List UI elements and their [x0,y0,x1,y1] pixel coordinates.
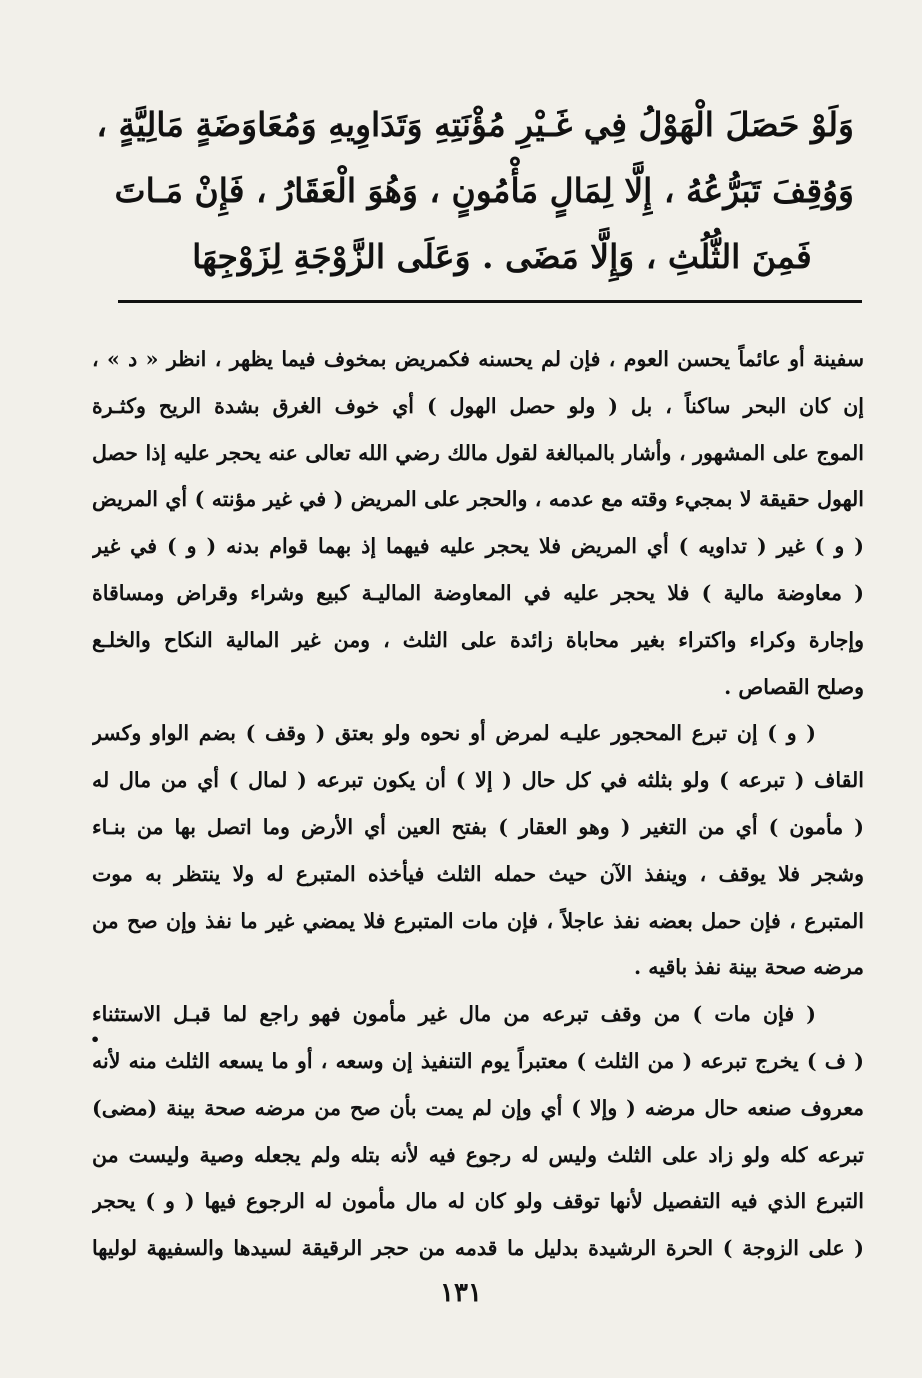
page-number: ١٣١ [440,1278,482,1308]
commentary-line: تبرعه كله ولو زاد على الثلث وليس له رجوع فيه لأنه بتله ولم يجعله وصية وليست من [92,1142,864,1167]
commentary-line: ( ف ) يخرج تبرعه ( من الثلث ) معتبراً يوم التنفيذ إن وسعه ، أو ما يسعه الثلث منه لأنه [92,1048,864,1073]
commentary-line: ( و ) إن تبرع المحجور عليـه لمرض أو نحوه ولو بعتق ( وقف ) بضم الواو وكسر [92,721,816,746]
matn-line: وَوُقِفَ تَبَرُّعُهُ ، إِلَّا لِمَالٍ مَأْمُونٍ ، وَهُوَ الْعَقَارُ ، فَإِنْ مَـاتَ [114,171,854,210]
commentary-line: سفينة أو عائماً يحسن العوم ، فإن لم يحسنه فكمريض بمخوف فيما يظهر ، انظر « د » ، [92,347,864,371]
commentary-line: ( مأمون ) أي من التغير ( وهو العقار ) بفتح العين أي الأرض وما اتصل بها من بنـاء [92,814,864,839]
commentary-line: ( فإن مات ) من وقف تبرعه من مال غير مأمون فهو راجع لما قبـل الاستثناء [92,1002,816,1027]
separator-rule [118,300,862,303]
commentary-line: المتبرع ، فإن حمل بعضه نفذ عاجلاً ، فإن مات المتبرع فلا يمضي غير ما نفذ وإن صح من [92,908,864,933]
commentary-line: إن كان البحر ساكناً ، بل ( ولو حصل الهول ) أي خوف الغرق بشدة الريح وكثـرة [92,393,864,418]
commentary-line: ( معاوضة مالية ) فلا يحجر عليه في المعاوضة الماليـة كبيع وشراء وقراض ومساقاة [92,580,864,605]
matn-line: وَلَوْ حَصَلَ الْهَوْلُ فِي غَـيْرِ مُؤْنَتِهِ وَتَدَاوِيهِ وَمُعَاوَضَةٍ مَالِيَّةٍ ، [96,105,854,144]
commentary-line: الموج على المشهور ، وأشار بالمبالغة لقول مالك رضي الله تعالى عنه يحجر عليه إذا حصل [92,440,864,465]
commentary-text [92,336,864,1272]
commentary-line: الهول حقيقة لا بمجيء وقته مع عدمه ، والحجر على المريض ( في غير مؤنته ) أي المريض [92,487,864,512]
commentary-line: التبرع الذي فيه التفصيل لأنها توقف ولو كان له مال مأمون له الرجوع فيها ( و ) يحجر [92,1189,864,1214]
commentary-line: القاف ( تبرعه ) ولو بثلثه في كل حال ( إلا ) أن يكون تبرعه ( لمال ) أي من مال له [92,768,864,793]
matn-text [96,92,854,290]
matn-line: فَمِنَ الثُّلُثِ ، وَإِلَّا مَضَى . وَعَلَى الزَّوْجَةِ لِزَوْجِهَا [192,237,812,276]
commentary-line: ( و ) غير ( تداويه ) أي المريض فلا يحجر عليه فيهما إذ بهما قوام بدنه ( و ) في غير [92,534,864,559]
commentary-line: معروف صنعه حال مرضه ( وإلا ) أي وإن لم يمت بأن صح من مرضه صحة بينة (مضى) [92,1095,864,1120]
commentary-line: مرضه صحة بينة نفذ باقيه . [634,955,864,980]
commentary-line: وشجر فلا يوقف ، وينفذ الآن حيث حمله الثلث فيأخذه المتبرع له ولا ينتظر به موت [92,861,864,886]
commentary-line: وصلح القصاص . [724,674,864,699]
commentary-line: ( على الزوجة ) الحرة الرشيدة بدليل ما قدمه من حجر الرقيقة لسيدها والسفيهة لوليها [92,1236,864,1261]
commentary-line: وإجارة وكراء واكتراء بغير محاباة زائدة على الثلث ، ومن غير المالية النكاح والخلـع [92,627,864,652]
margin-dot: • [90,1030,101,1049]
